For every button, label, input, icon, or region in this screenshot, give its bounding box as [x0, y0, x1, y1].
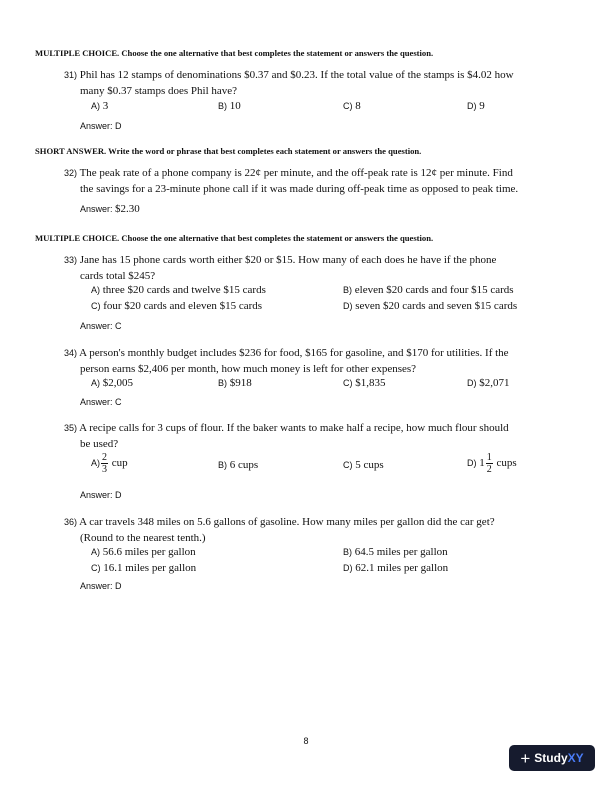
option-a: A) three $20 cards and twelve $15 cards: [91, 284, 266, 296]
question-text-line: (Round to the nearest tenth.): [80, 532, 206, 544]
option-a: A) 3: [91, 100, 109, 112]
question-number: 32): [64, 168, 78, 178]
option-d: D) $2,071: [467, 377, 510, 389]
answer-value: D: [115, 121, 122, 131]
question-text-line: the savings for a 23-minute phone call if it was made during off-peak time as opposed to peak time.: [80, 183, 519, 195]
plus-icon: +: [520, 748, 531, 768]
question-text-line: The peak rate of a phone company is 22¢ per minute, and the off-peak rate is 12¢ per minute. Find: [79, 167, 513, 179]
section-header-multiple-choice: MULTIPLE CHOICE. Choose the one alternative that best completes the statement or answers the question.: [35, 48, 434, 58]
answer-value: C: [115, 397, 122, 407]
question-text-line: many $0.37 stamps does Phil have?: [80, 85, 238, 97]
question-text-line: A recipe calls for 3 cups of flour. If the baker wants to make half a recipe, how much flour should: [79, 422, 509, 434]
fraction: $\frac{2}{3}$: [102, 452, 107, 475]
studyxy-badge[interactable]: [509, 745, 595, 771]
badge-text: StudyXY: [534, 751, 584, 765]
option-a: A) 56.6 miles per gallon: [91, 546, 196, 558]
question-text-line: A person's monthly budget includes $236 for food, $165 for gasoline, and $170 for utilities. If the: [79, 347, 509, 359]
option-a: A) $\frac{2}{3}$ cup: [91, 452, 128, 475]
option-c: C) 8: [343, 100, 361, 112]
question-number: 31): [64, 70, 78, 80]
answer-line: Answer: D: [80, 490, 122, 500]
answer-value: D: [115, 581, 122, 591]
option-c: C) $1,835: [343, 377, 386, 389]
question-text-line: cards total $245?: [80, 270, 156, 282]
question-number: 35): [64, 423, 78, 433]
section-header-short-answer: SHORT ANSWER. Write the word or phrase that best completes each statement or answers the question.: [35, 146, 422, 156]
option-b: B) 64.5 miles per gallon: [343, 546, 448, 558]
question-35: [64, 420, 564, 452]
question-32: [64, 165, 564, 197]
option-d: D) seven $20 cards and seven $15 cards: [343, 300, 518, 312]
answer-line: Answer: D: [80, 121, 122, 131]
question-36: [64, 514, 564, 546]
option-d: D) 1 $\frac{1}{2}$ cups: [467, 452, 517, 475]
option-b: B) eleven $20 cards and four $15 cards: [343, 284, 514, 296]
option-d: D) 9: [467, 100, 485, 112]
question-text-line: be used?: [80, 438, 119, 450]
option-b: B) 10: [218, 100, 241, 112]
question-text-line: Jane has 15 phone cards worth either $20 or $15. How many of each does he have if the phone: [79, 254, 497, 266]
answer-line: Answer: D: [80, 581, 122, 591]
option-d: D) 62.1 miles per gallon: [343, 562, 449, 574]
option-c: C) four $20 cards and eleven $15 cards: [91, 300, 263, 312]
question-number: 33): [64, 255, 78, 265]
answer-line: Answer: C: [80, 397, 122, 407]
answer-line: Answer: $2.30: [80, 203, 140, 215]
question-number: 36): [64, 517, 78, 527]
answer-value: D: [115, 490, 122, 500]
page-number: 8: [303, 736, 309, 746]
question-text-line: Phil has 12 stamps of denominations $0.37 and $0.23. If the total value of the stamps is $4.02 how: [79, 69, 514, 81]
option-c: C) 5 cups: [343, 459, 384, 471]
question-31: [64, 67, 564, 99]
option-a: A) $2,005: [91, 377, 133, 389]
answer-line: Answer: C: [80, 321, 122, 331]
question-34: [64, 345, 564, 377]
answer-value: $2.30: [115, 203, 140, 215]
fraction: $\frac{1}{2}$: [486, 452, 492, 475]
option-b: B) $918: [218, 377, 252, 389]
section-header-multiple-choice: MULTIPLE CHOICE. Choose the one alternative that best completes the statement or answers the question.: [35, 233, 434, 243]
option-c: C) 16.1 miles per gallon: [91, 562, 197, 574]
answer-value: C: [115, 321, 122, 331]
question-text-line: A car travels 348 miles on 5.6 gallons of gasoline. How many miles per gallon did the car get?: [79, 516, 495, 528]
question-33: [64, 252, 564, 284]
question-text-line: person earns $2,406 per month, how much money is left for other expenses?: [80, 363, 417, 375]
option-b: B) 6 cups: [218, 459, 259, 471]
question-number: 34): [64, 348, 78, 358]
